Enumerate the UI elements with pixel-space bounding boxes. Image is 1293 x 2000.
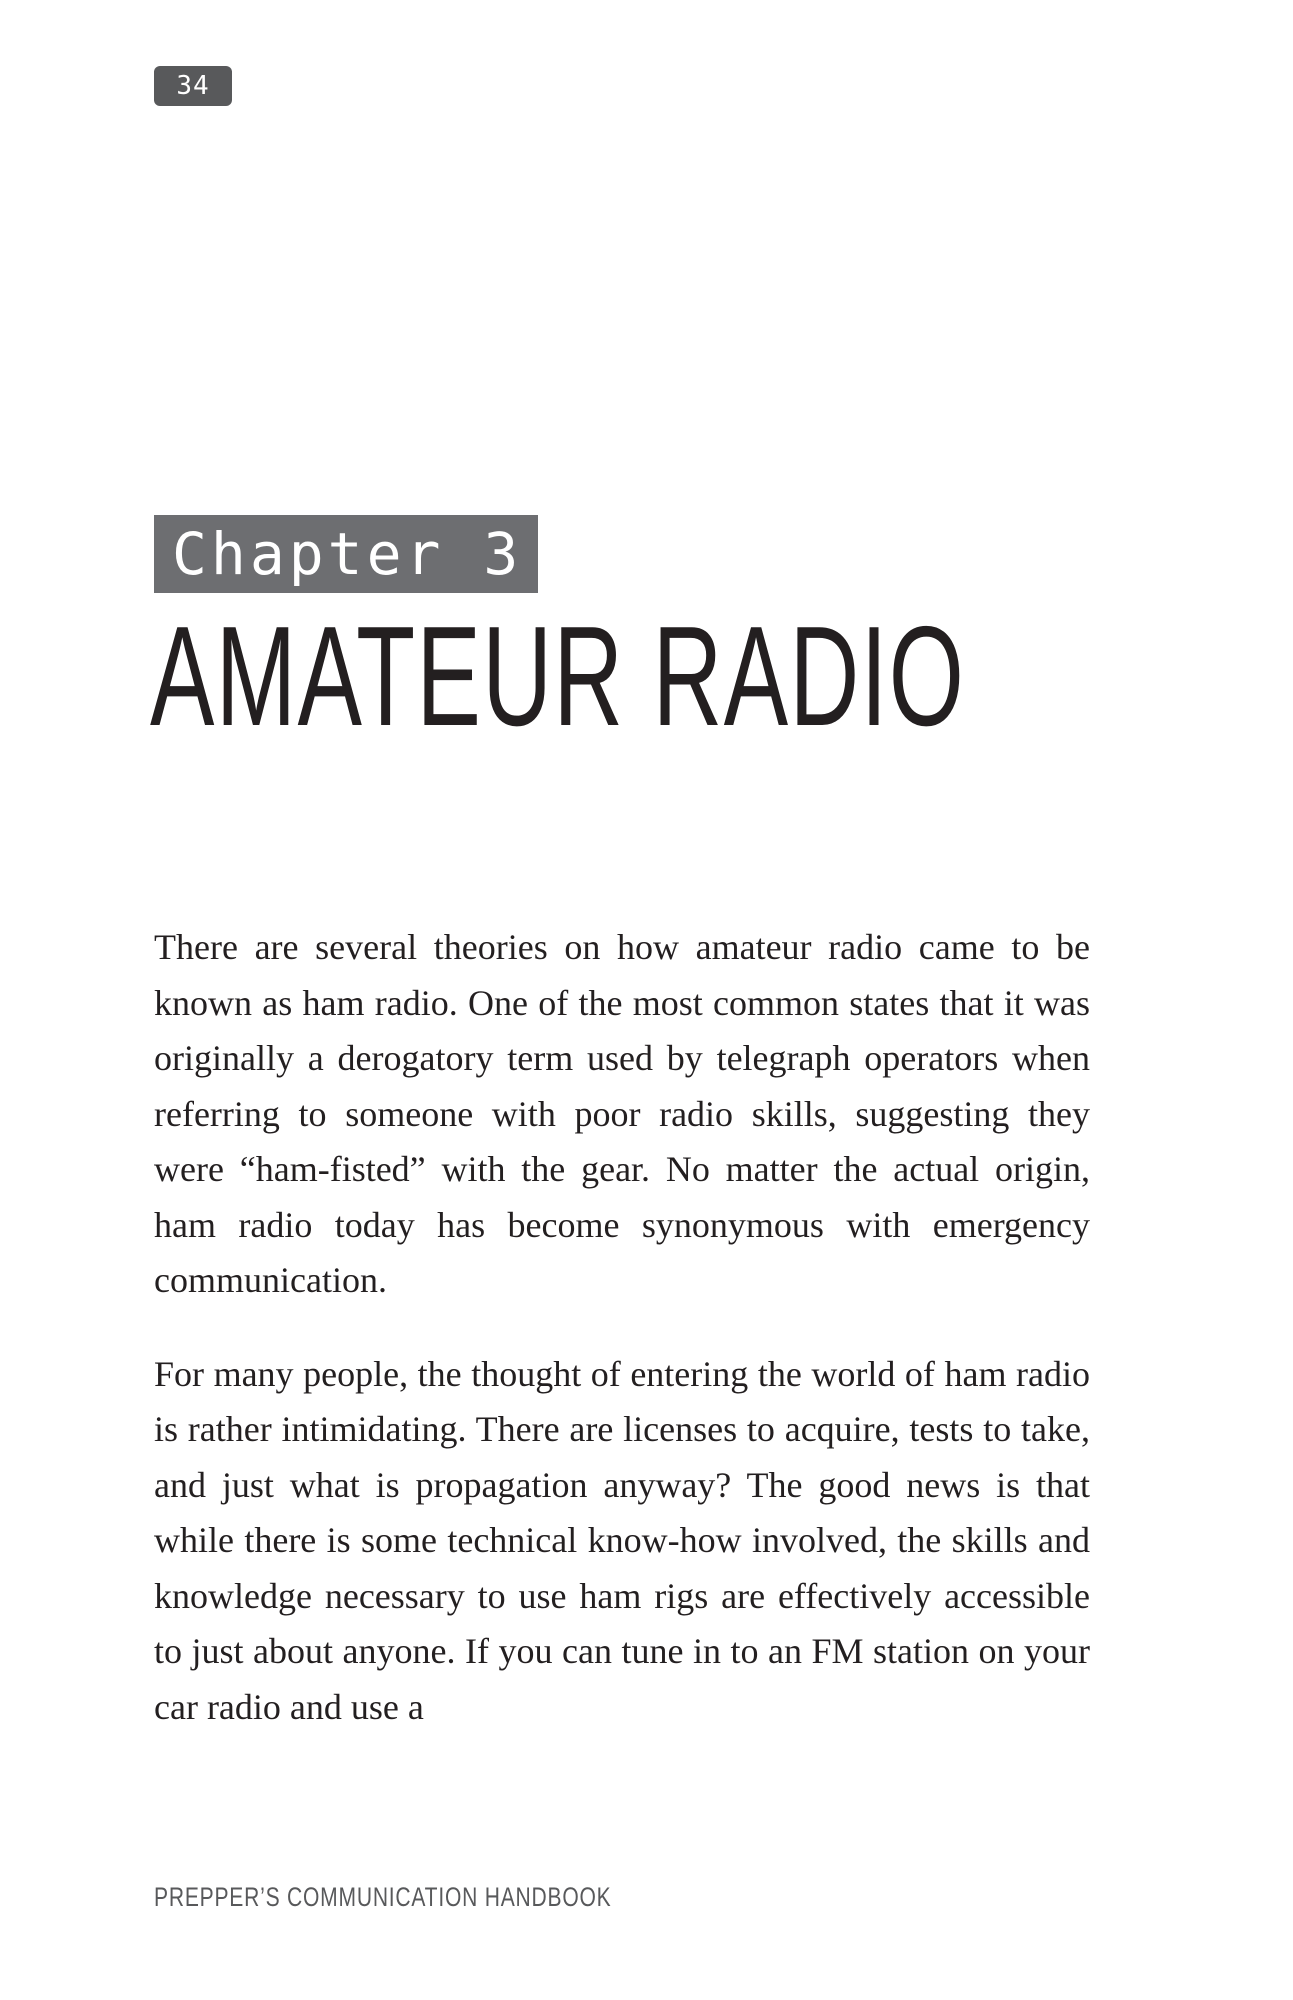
body-paragraph: For many people, the thought of entering the world of ham radio is rather intimidating. There are licenses to acquire, tests to take, and just what is propagation anyway? The good news is that while there is some technical know-how involved, the skills and knowledge necessary to use ham rigs are effectively accessible to just about anyone. If you can tune in to an FM station on your car radio and use a — [154, 1353, 1090, 1727]
page-number-badge: 34 — [154, 66, 232, 106]
chapter-label: Chapter 3 — [154, 515, 538, 593]
running-footer-title: PREPPER’S COMMUNICATION HANDBOOK — [154, 1882, 612, 1912]
body-text — [154, 920, 1090, 1773]
chapter-title: AMATEUR RADIO — [150, 597, 966, 756]
body-paragraph: There are several theories on how amateur radio came to be known as ham radio. One of the most common states that it was originally a derogatory term used by telegraph operators when referring to someone with poor radio skills, suggesting they were “ham-fisted” with the gear. No matter the actual origin, ham radio today has become synonymous with emergency communication. — [154, 927, 1090, 1300]
